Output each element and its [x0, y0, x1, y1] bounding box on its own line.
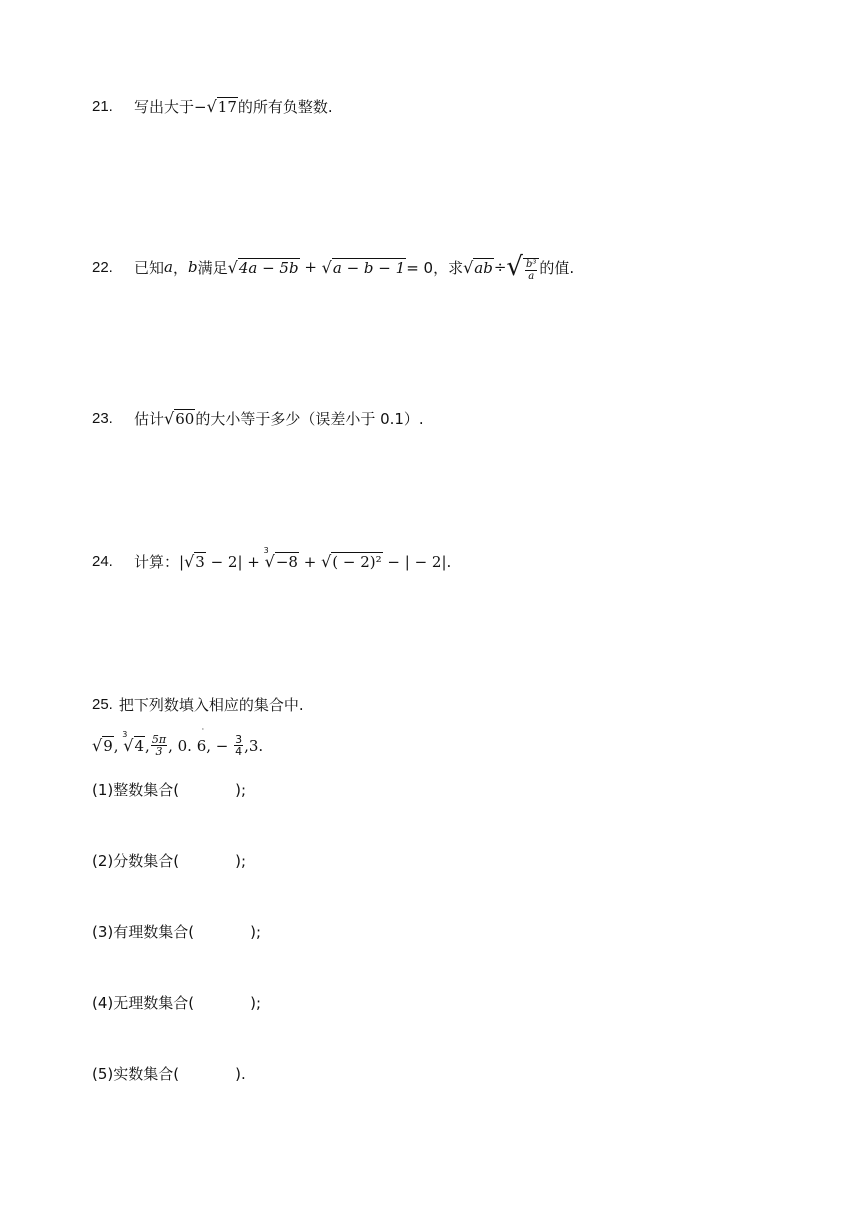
question-text: 的大小等于多少（误差小于 0.1）.	[195, 410, 424, 428]
variable-b: b	[187, 258, 198, 276]
set-label: (1)整数集合(	[92, 781, 180, 799]
set-end: );	[235, 780, 247, 799]
divide-sign: ÷	[493, 258, 507, 276]
set-label: (2)分数集合(	[92, 852, 180, 870]
sqrt-expression: √ 60	[164, 409, 195, 428]
sqrt-expression: √ 17	[206, 97, 237, 116]
number-list: √ 9 , 3 √ 4 , $\frac{5\pi}{3}$ , · 0. 6 , − $\frac{3}{4}$ , 3.	[92, 724, 264, 758]
set-item-integers	[92, 779, 246, 800]
question-number: 24.	[92, 553, 113, 570]
set-label: (3)有理数集合(	[92, 923, 195, 941]
variable-a: a	[164, 258, 173, 276]
repeating-decimal: · 0. 6	[177, 724, 207, 755]
question-number: 25.	[92, 696, 113, 713]
sqrt-expression: √ ( − 2)²	[321, 552, 382, 571]
comma: ，	[172, 258, 188, 277]
question-number: 22.	[92, 258, 113, 276]
question-text: 把下列数填入相应的集合中.	[118, 696, 304, 714]
question-text: 的值.	[539, 258, 575, 277]
set-end: );	[250, 922, 262, 941]
question-text: 满足	[197, 258, 228, 277]
question-text: 写出大于	[134, 98, 195, 116]
fraction: $\frac{3}{4}$	[235, 733, 243, 758]
question-number: 23.	[92, 410, 113, 427]
sqrt-expression: √ a − b − 1	[321, 257, 406, 277]
question-number: 21.	[92, 98, 113, 115]
set-item-reals	[92, 1063, 246, 1084]
sqrt-expression: √ ab	[463, 257, 493, 277]
expression-text: − 2| +	[205, 552, 265, 571]
set-end: ).	[235, 1064, 246, 1083]
sqrt-expression: √ 4a − 5b	[227, 257, 299, 277]
plus-sign: +	[298, 552, 322, 571]
question-text: 的所有负整数.	[237, 98, 333, 116]
question-24	[92, 546, 452, 572]
question-22	[92, 252, 574, 282]
cube-root-expression: 3 √ 4	[122, 730, 145, 755]
set-item-irrationals	[92, 992, 261, 1013]
sqrt-expression: √ 3	[184, 552, 205, 571]
set-label: (4)无理数集合(	[92, 994, 195, 1012]
set-item-fractions	[92, 850, 246, 871]
question-text: = 0，求	[406, 258, 464, 277]
set-end: );	[235, 851, 247, 870]
plus-sign: +	[299, 258, 322, 276]
set-item-rationals	[92, 921, 261, 942]
question-text: 估计	[134, 410, 165, 428]
sqrt-fraction: √ $\frac{\text{b³}}{a}$	[506, 252, 539, 282]
minus-sign: −	[194, 97, 207, 116]
expression-text: − | − 2|.	[382, 552, 452, 571]
question-23	[92, 408, 424, 429]
abs-bar: |	[179, 552, 185, 571]
number: 3.	[248, 736, 264, 755]
question-text: 计算：	[134, 553, 180, 571]
cube-root-expression: 3 √ −8	[263, 546, 298, 571]
question-21	[92, 96, 333, 117]
question-25	[92, 694, 304, 715]
fraction: $\frac{5\pi}{3}$	[151, 733, 167, 758]
question-text: 已知	[134, 258, 165, 277]
set-end: );	[250, 993, 262, 1012]
set-label: (5)实数集合(	[92, 1065, 180, 1083]
sqrt-expression: √ 9	[92, 736, 113, 755]
